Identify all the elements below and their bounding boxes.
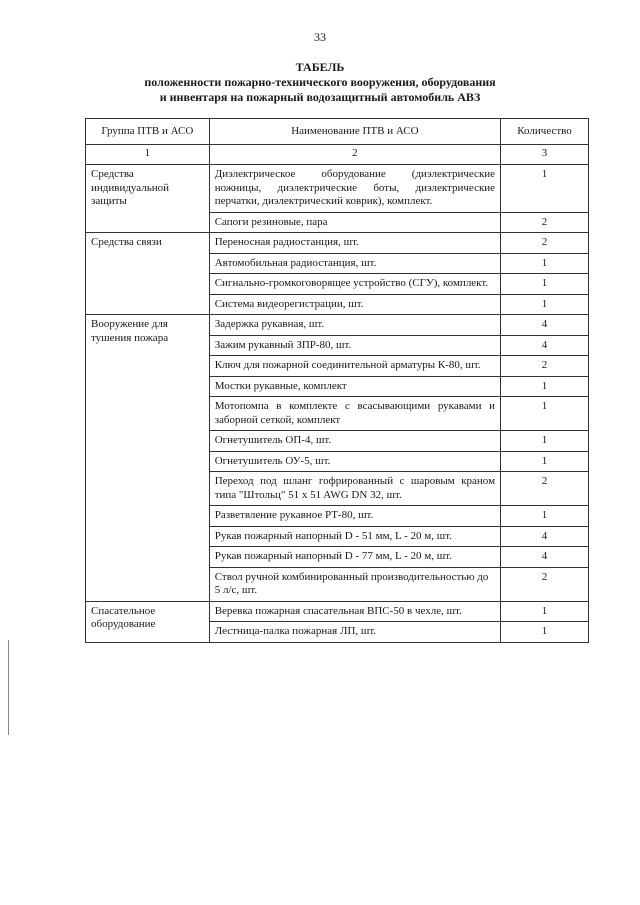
item-name-cell: Мостки рукавные, комплект <box>209 376 500 397</box>
header-group: Группа ПТВ и АСО <box>86 119 210 145</box>
item-quantity-cell: 4 <box>501 526 589 547</box>
item-quantity-cell: 2 <box>501 356 589 377</box>
scan-artifact-line <box>8 640 9 735</box>
item-name-cell: Автомобильная радиостанция, шт. <box>209 253 500 274</box>
item-name-cell: Лестница-палка пожарная ЛП, шт. <box>209 622 500 643</box>
item-name-cell: Рукав пожарный напорный D - 77 мм, L - 20 м, шт. <box>209 547 500 568</box>
item-name-cell: Огнетушитель ОУ-5, шт. <box>209 451 500 472</box>
group-name-cell: Средства индивидуальной защиты <box>86 165 210 233</box>
item-quantity-cell: 1 <box>501 601 589 622</box>
item-name-cell: Зажим рукавный ЗПР-80, шт. <box>209 335 500 356</box>
item-name-cell: Мотопомпа в комплекте с всасывающими рукавами и заборной сеткой, комплект <box>209 397 500 431</box>
item-quantity-cell: 1 <box>501 622 589 643</box>
item-quantity-cell: 4 <box>501 547 589 568</box>
item-quantity-cell: 1 <box>501 451 589 472</box>
header-quantity: Количество <box>501 119 589 145</box>
group-name-cell: Спасательное оборудование <box>86 601 210 642</box>
table-row <box>86 233 589 254</box>
group-name-cell: Средства связи <box>86 233 210 315</box>
page-number: 33 <box>314 30 326 44</box>
item-quantity-cell: 2 <box>501 212 589 233</box>
item-name-cell: Рукав пожарный напорный D - 51 мм, L - 20 м, шт. <box>209 526 500 547</box>
column-number: 3 <box>501 145 589 165</box>
item-name-cell: Диэлектрическое оборудование (диэлектрические ножницы, диэлектрические боты, диэлектрические перчатки, диэлектрический коврик), комплект. <box>209 165 500 213</box>
item-quantity-cell: 1 <box>501 165 589 213</box>
column-number: 2 <box>209 145 500 165</box>
item-name-cell: Сапоги резиновые, пара <box>209 212 500 233</box>
item-quantity-cell: 2 <box>501 567 589 601</box>
item-quantity-cell: 1 <box>501 506 589 527</box>
group-name-cell: Вооружение для тушения пожара <box>86 315 210 602</box>
title-line-1: ТАБЕЛЬ <box>295 60 345 74</box>
item-name-cell: Переход под шланг гофрированный с шаровым краном типа "Штольц" 51 x 51 AWG DN 32, шт. <box>209 472 500 506</box>
item-quantity-cell: 1 <box>501 274 589 295</box>
item-quantity-cell: 2 <box>501 233 589 254</box>
document-title <box>0 60 640 105</box>
table-row <box>86 601 589 622</box>
item-quantity-cell: 4 <box>501 335 589 356</box>
item-quantity-cell: 1 <box>501 397 589 431</box>
table-header-row <box>86 119 589 145</box>
item-name-cell: Веревка пожарная спасательная ВПС-50 в чехле, шт. <box>209 601 500 622</box>
item-quantity-cell: 1 <box>501 294 589 315</box>
column-number-row <box>86 145 589 165</box>
item-name-cell: Ствол ручной комбинированный производительностью до 5 л/с, шт. <box>209 567 500 601</box>
title-line-2: положенности пожарно-технического вооружения, оборудования <box>144 75 496 89</box>
table-row <box>86 165 589 213</box>
header-name: Наименование ПТВ и АСО <box>209 119 500 145</box>
column-number: 1 <box>86 145 210 165</box>
item-name-cell: Огнетушитель ОП-4, шт. <box>209 431 500 452</box>
item-name-cell: Ключ для пожарной соединительной арматуры К-80, шт. <box>209 356 500 377</box>
item-name-cell: Система видеорегистрации, шт. <box>209 294 500 315</box>
item-quantity-cell: 4 <box>501 315 589 336</box>
equipment-table <box>85 118 589 643</box>
item-quantity-cell: 2 <box>501 472 589 506</box>
item-name-cell: Сигнально-громкоговорящее устройство (СГУ), комплект. <box>209 274 500 295</box>
item-name-cell: Переносная радиостанция, шт. <box>209 233 500 254</box>
title-line-3: и инвентаря на пожарный водозащитный автомобиль АВЗ <box>159 90 481 104</box>
item-quantity-cell: 1 <box>501 431 589 452</box>
table-row <box>86 315 589 336</box>
item-name-cell: Разветвление рукавное РТ-80, шт. <box>209 506 500 527</box>
item-name-cell: Задержка рукавная, шт. <box>209 315 500 336</box>
item-quantity-cell: 1 <box>501 253 589 274</box>
item-quantity-cell: 1 <box>501 376 589 397</box>
